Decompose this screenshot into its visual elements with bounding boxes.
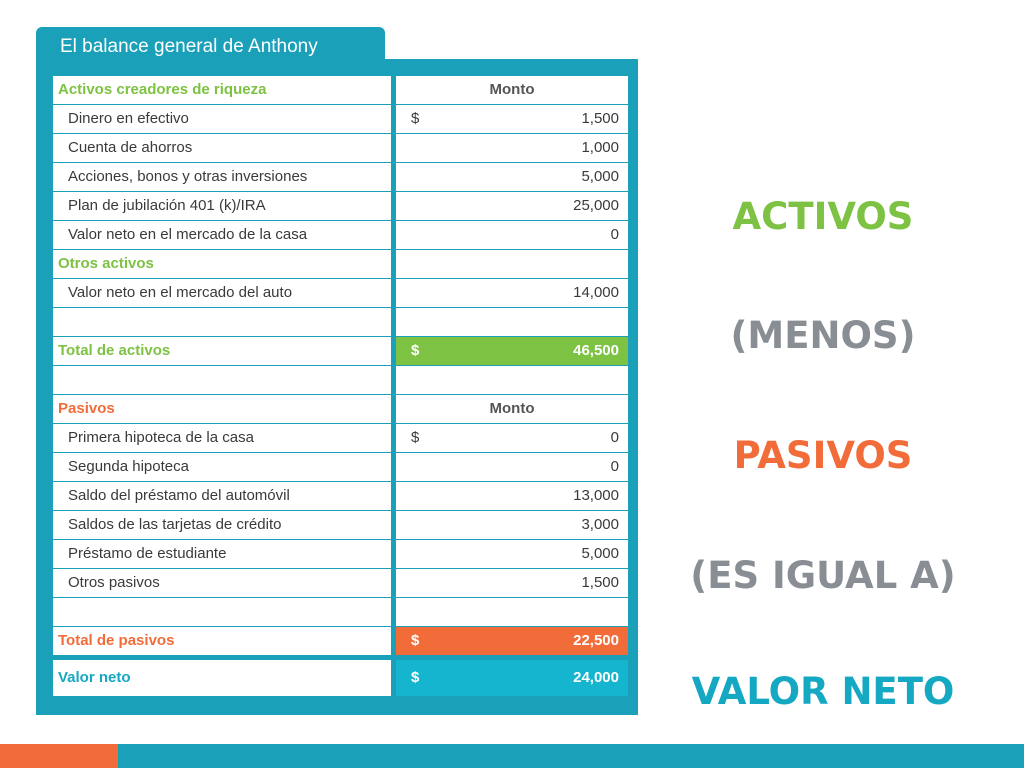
row-label: Dinero en efectivo [68,110,189,127]
empty-row [53,366,628,395]
dollar-sign: $ [411,429,420,446]
total-assets-value: 46,500 [573,342,619,359]
dollar-sign: $ [411,110,420,127]
row-value: 25,000 [573,197,619,214]
row-label: Saldo del préstamo del automóvil [68,487,290,504]
row-value: 1,500 [581,574,619,591]
row-value: 0 [610,429,619,446]
equation-equals: (ES IGUAL A) [690,554,956,597]
liabilities-header-row [53,395,628,424]
row-label: Valor neto en el mercado de la casa [68,226,308,243]
row-label: Cuenta de ahorros [68,139,193,156]
row-value: 0 [610,458,619,475]
assets-header: Activos creadores de riqueza [58,81,267,98]
empty-row [53,308,628,337]
row-label: Préstamo de estudiante [68,545,227,562]
table-row [53,221,628,250]
table-row [53,163,628,192]
total-assets-row [53,337,628,366]
total-liabilities-row [53,627,628,656]
footer-accent [0,744,118,768]
table-row [53,134,628,163]
footer-bar [0,744,1024,768]
row-value: 5,000 [581,168,619,185]
table-row [53,105,628,134]
liabilities-amount-header: Monto [489,400,535,417]
row-value: 1,500 [581,110,619,127]
other-assets-header: Otros activos [58,255,154,272]
table-row [53,511,628,540]
table-row [53,482,628,511]
row-label: Valor neto en el mercado del auto [68,284,293,301]
row-value: 14,000 [573,284,619,301]
dollar-sign: $ [411,342,420,359]
total-liabilities-value: 22,500 [573,632,619,649]
total-liabilities-label: Total de pasivos [58,632,175,649]
table-row [53,192,628,221]
assets-amount-header: Monto [489,81,535,98]
dollar-sign: $ [411,632,420,649]
equation-net-worth: VALOR NETO [691,670,955,713]
assets-header-row [53,76,628,105]
table-row [53,424,628,453]
other-assets-header-row [53,250,628,279]
dollar-sign: $ [411,669,420,686]
net-worth-row [53,660,628,696]
row-value: 1,000 [581,139,619,156]
row-value: 0 [610,226,619,243]
equation-assets: ACTIVOS [732,195,914,238]
total-assets-label: Total de activos [58,342,171,359]
balance-sheet-card [36,59,638,715]
table-row [53,569,628,598]
row-label: Segunda hipoteca [68,458,189,475]
equation-liabilities: PASIVOS [733,434,913,477]
liabilities-header: Pasivos [58,400,115,417]
row-label: Saldos de las tarjetas de crédito [68,516,282,533]
row-label: Otros pasivos [68,574,160,591]
table-row [53,540,628,569]
table-row [53,279,628,308]
row-value: 13,000 [573,487,619,504]
equation-minus: (MENOS) [730,314,916,357]
row-label: Plan de jubilación 401 (k)/IRA [68,197,266,214]
row-value: 5,000 [581,545,619,562]
empty-row [53,598,628,627]
balance-sheet-title: El balance general de Anthony [60,36,318,57]
net-worth-value: 24,000 [573,669,619,686]
row-value: 3,000 [581,516,619,533]
row-label: Primera hipoteca de la casa [68,429,254,446]
table-row [53,453,628,482]
row-label: Acciones, bonos y otras inversiones [68,168,308,185]
net-worth-label: Valor neto [58,669,131,686]
